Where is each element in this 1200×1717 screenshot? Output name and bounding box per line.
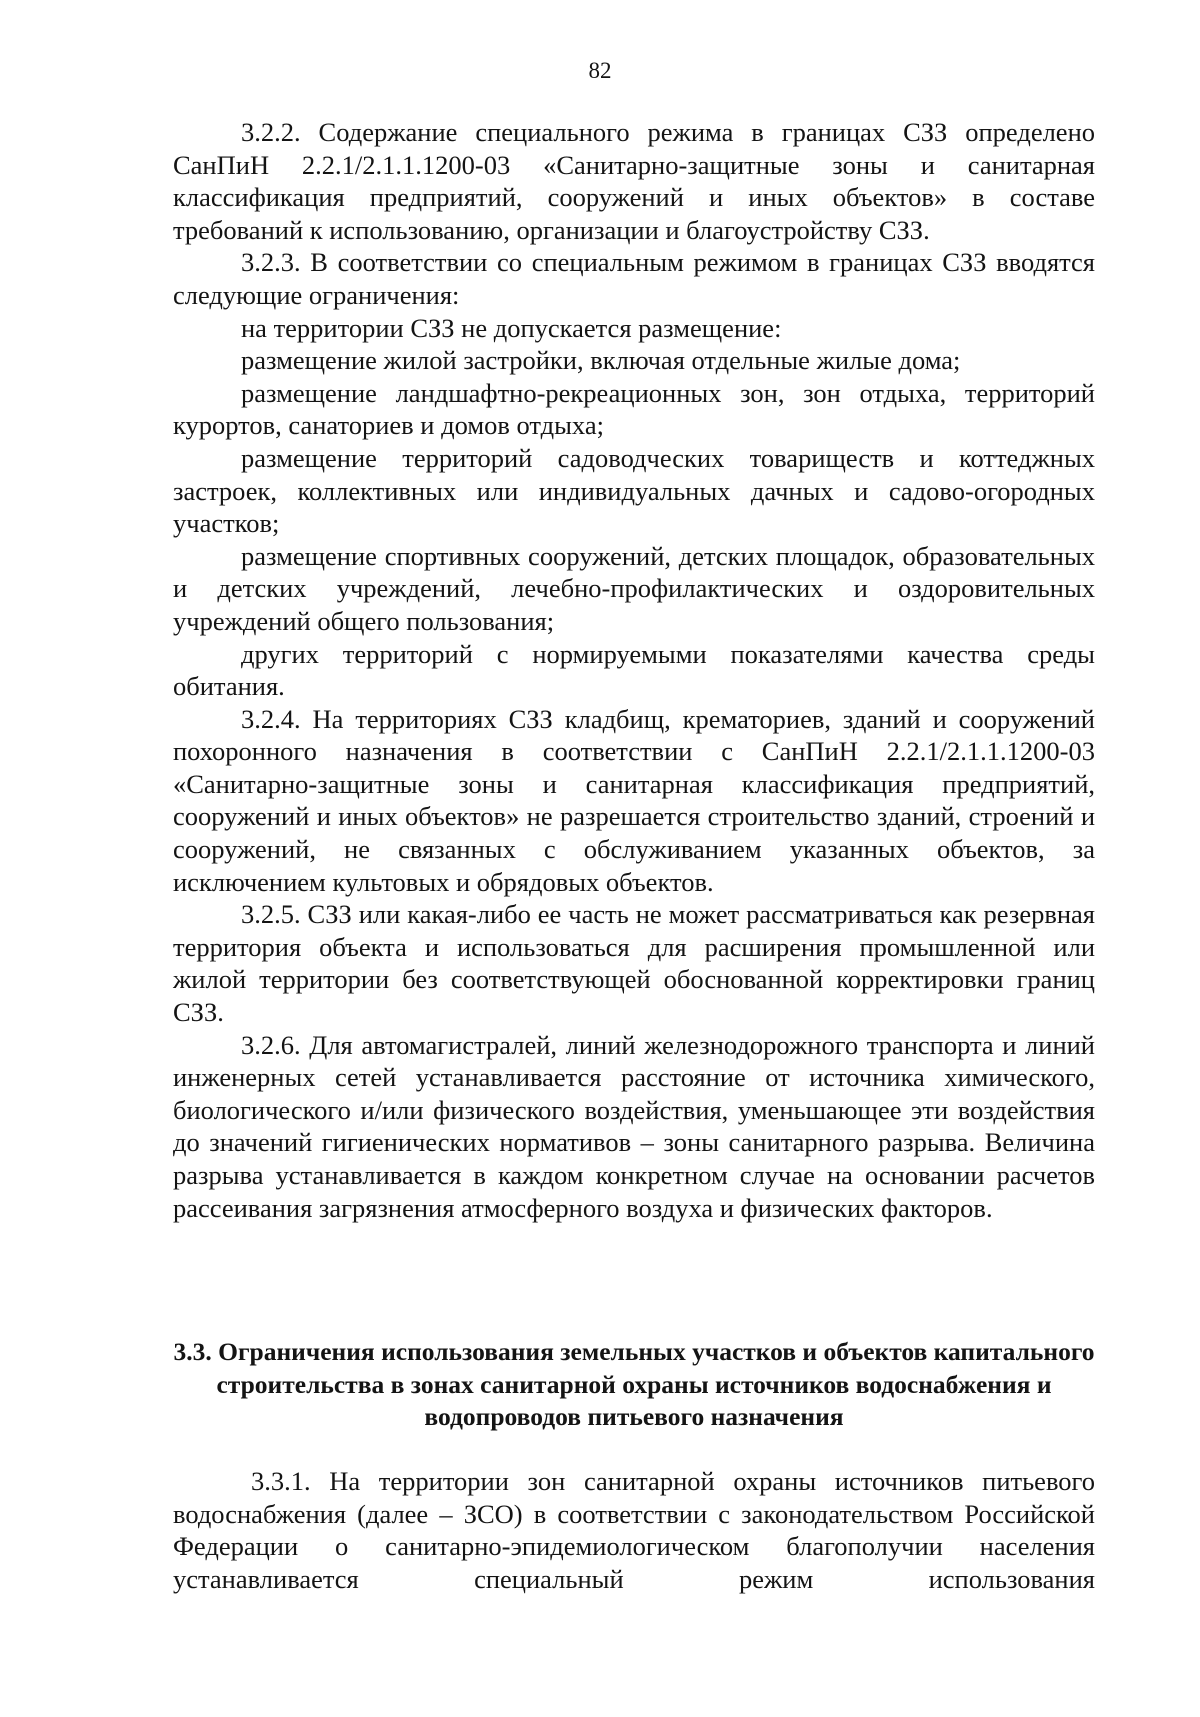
restriction-item-gardening: размещение территорий садоводческих товариществ и коттеджных застроек, коллективных или индивидуальных дачных и садово-огородных участков;	[173, 442, 1095, 539]
restriction-item-housing: размещение жилой застройки, включая отдельные жилые дома;	[241, 345, 961, 376]
paragraph-3-2-2: 3.2.2. Содержание специального режима в границах СЗЗ определено СанПиН 2.2.1/2.1.1.1200-03 «Санитарно-защитные зоны и санитарная классификация предприятий, сооружений и иных объектов» в составе требований к использованию, организации и благоустройству СЗЗ.	[173, 117, 1095, 245]
paragraph-3-2-6: 3.2.6. Для автомагистралей, линий железнодорожного транспорта и линий инженерных сетей устанавливается расстояние от источника химического, биологического и/или физического воздействия, уменьшающее эти воздействия до значений гигиенических нормативов – зоны санитарного разрыва. Величина разрыва устанавливается в каждом конкретном случае на основании расчетов рассеивания загрязнения атмосферного воздуха и физических факторов.	[173, 1029, 1095, 1223]
restriction-intro: на территории СЗЗ не допускается размещение:	[241, 312, 782, 343]
page-number: 82	[588, 58, 612, 83]
paragraph-3-3-1: 3.3.1. На территории зон санитарной охраны источников питьевого водоснабжения (далее – ЗСО) в соответствии с законодательством Российской Федерации о санитарно-эпидемиологическом благополучии населения устанавливается специальный режим использования	[173, 1466, 1095, 1594]
restriction-item-recreation: размещение ландшафтно-рекреационных зон, зон отдыха, территорий курортов, санаториев и домов отдыха;	[173, 377, 1095, 441]
paragraph-3-2-3: 3.2.3. В соответствии со специальным режимом в границах СЗЗ вводятся следующие ограничения:	[173, 247, 1095, 310]
section-body-text	[173, 1465, 1095, 1595]
section-heading-3-3: 3.3. Ограничения использования земельных участков и объектов капитального строительства в зонах санитарной охраны источников водоснабжения и водопроводов питьевого назначения	[173, 1337, 1095, 1432]
paragraph-3-2-5: 3.2.5. СЗЗ или какая-либо ее часть не может рассматриваться как резервная территория объекта и использоваться для расширения промышленной или жилой территории без соответствующей обоснованной корректировки границ СЗЗ.	[173, 899, 1095, 1028]
restriction-item-other: других территорий с нормируемыми показателями качества среды обитания.	[173, 638, 1095, 702]
paragraph-3-2-4: 3.2.4. На территориях СЗЗ кладбищ, крематориев, зданий и сооружений похоронного назначения в соответствии с СанПиН 2.2.1/2.1.1.1200-03 «Санитарно-защитные зоны и санитарная классификация предприятий, сооружений и иных объектов» не разрешается строительство зданий, строений и сооружений, не связанных с обслуживанием указанных объектов, за исключением культовых и обрядовых объектов.	[173, 703, 1095, 897]
body-text	[173, 116, 1095, 1224]
restriction-item-sports: размещение спортивных сооружений, детских площадок, образовательных и детских учреждений, лечебно-профилактических и оздоровительных учреждений общего пользования;	[173, 540, 1095, 636]
